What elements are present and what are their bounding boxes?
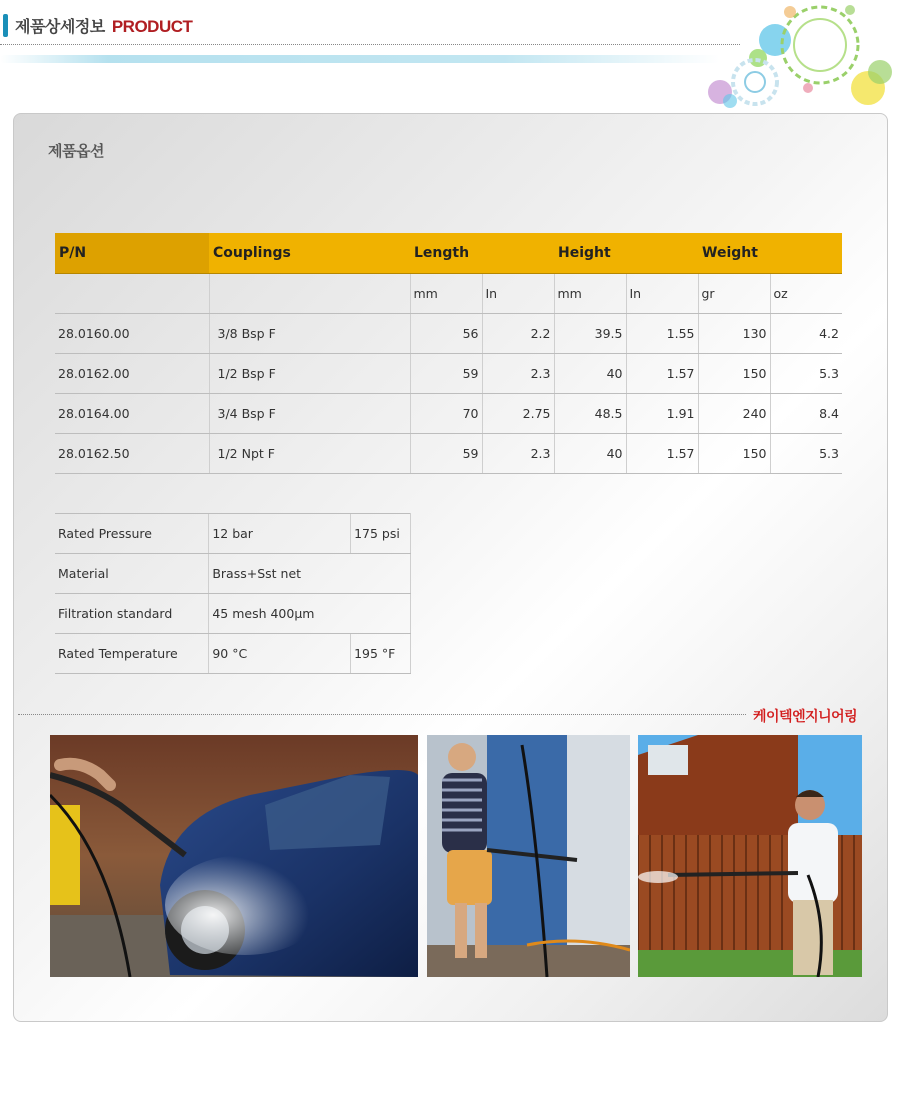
header-weight: Weight	[698, 233, 842, 273]
table-row	[55, 634, 411, 674]
table-row	[55, 433, 842, 473]
unit-length-mm: mm	[410, 273, 482, 313]
panel-title: 제품옵션	[48, 142, 104, 160]
length-in-cell: 2.2	[482, 313, 554, 353]
pn-cell: 28.0164.00	[55, 393, 209, 433]
unit-weight-gr: gr	[698, 273, 770, 313]
property-value: 90 °C	[209, 634, 351, 674]
property-label: Rated Temperature	[55, 634, 209, 674]
table-row	[55, 313, 842, 353]
property-value: Brass+Sst net	[209, 554, 411, 594]
spec-table	[55, 233, 842, 474]
height-mm-cell: 48.5	[554, 393, 626, 433]
table-row	[55, 393, 842, 433]
header-title	[15, 14, 192, 37]
unit-weight-oz: oz	[770, 273, 842, 313]
properties-table	[55, 513, 411, 674]
brand-name: 케이텍엔지니어링	[753, 709, 858, 725]
unit-height-mm: mm	[554, 273, 626, 313]
length-mm-cell: 70	[410, 393, 482, 433]
table-row	[55, 594, 411, 634]
weight-gr-cell: 240	[698, 393, 770, 433]
property-value: 12 bar	[209, 514, 351, 554]
header-height: Height	[554, 233, 698, 273]
gears-decoration-icon	[700, 0, 900, 115]
pn-cell: 28.0162.00	[55, 353, 209, 393]
weight-oz-cell: 8.4	[770, 393, 842, 433]
header-title-ko: 제품상세정보	[15, 17, 105, 36]
property-label: Rated Pressure	[55, 514, 209, 554]
header-title-en: PRODUCT	[111, 17, 193, 36]
property-value-alt: 175 psi	[351, 514, 411, 554]
header-dotted-line	[0, 44, 740, 45]
units-row	[55, 273, 842, 313]
coupling-cell: 3/8 Bsp F	[209, 313, 410, 353]
table-row	[55, 353, 842, 393]
length-mm-cell: 59	[410, 433, 482, 473]
length-mm-cell: 56	[410, 313, 482, 353]
photo-car-wash	[50, 735, 418, 977]
length-in-cell: 2.3	[482, 433, 554, 473]
coupling-cell: 1/2 Npt F	[209, 433, 410, 473]
height-in-cell: 1.55	[626, 313, 698, 353]
pn-cell: 28.0160.00	[55, 313, 209, 353]
coupling-cell: 1/2 Bsp F	[209, 353, 410, 393]
table-row	[55, 554, 411, 594]
header-length: Length	[410, 233, 554, 273]
unit-cell	[209, 273, 410, 313]
height-in-cell: 1.57	[626, 353, 698, 393]
property-label: Filtration standard	[55, 594, 209, 634]
height-mm-cell: 40	[554, 433, 626, 473]
weight-oz-cell: 5.3	[770, 433, 842, 473]
unit-cell	[55, 273, 209, 313]
property-value: 45 mesh 400μm	[209, 594, 411, 634]
weight-gr-cell: 150	[698, 353, 770, 393]
unit-length-in: In	[482, 273, 554, 313]
header-marker	[3, 14, 8, 37]
header-blue-band	[0, 55, 720, 63]
table-row	[55, 514, 411, 554]
header-pn: P/N	[55, 233, 209, 273]
weight-oz-cell: 5.3	[770, 353, 842, 393]
photo-wash-station	[427, 735, 630, 977]
coupling-cell: 3/4 Bsp F	[209, 393, 410, 433]
property-value-alt: 195 °F	[351, 634, 411, 674]
length-in-cell: 2.3	[482, 353, 554, 393]
height-in-cell: 1.57	[626, 433, 698, 473]
height-in-cell: 1.91	[626, 393, 698, 433]
height-mm-cell: 40	[554, 353, 626, 393]
section-divider	[18, 714, 746, 715]
pn-cell: 28.0162.50	[55, 433, 209, 473]
weight-gr-cell: 130	[698, 313, 770, 353]
height-mm-cell: 39.5	[554, 313, 626, 353]
property-label: Material	[55, 554, 209, 594]
length-mm-cell: 59	[410, 353, 482, 393]
length-in-cell: 2.75	[482, 393, 554, 433]
weight-gr-cell: 150	[698, 433, 770, 473]
photo-house-wash	[638, 735, 862, 977]
weight-oz-cell: 4.2	[770, 313, 842, 353]
header-couplings: Couplings	[209, 233, 410, 273]
unit-height-in: In	[626, 273, 698, 313]
spec-header-row	[55, 233, 842, 273]
